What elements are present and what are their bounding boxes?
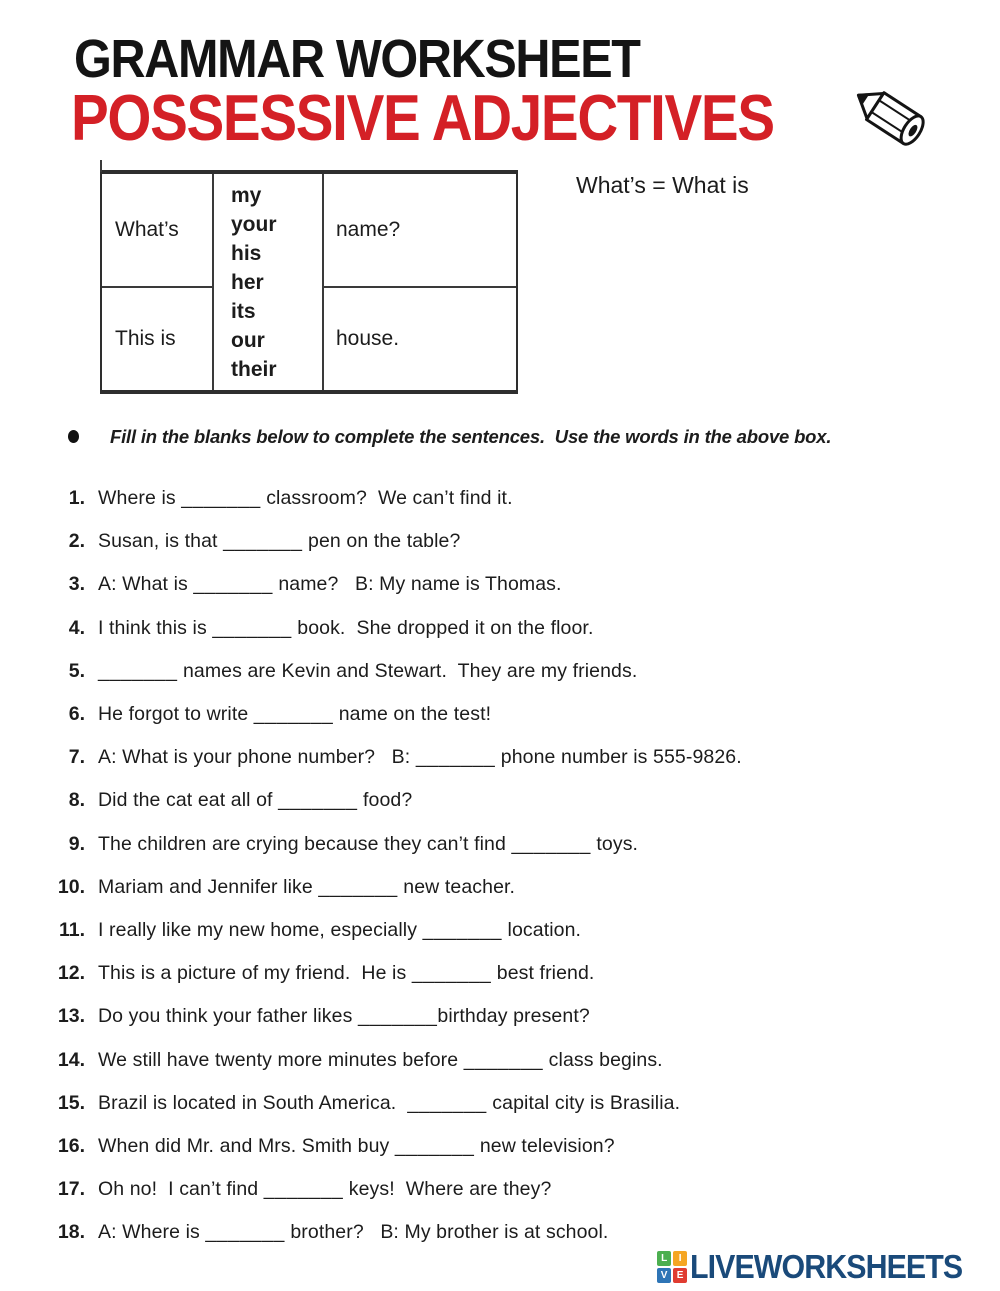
pencil-icon xyxy=(836,72,948,162)
item-sentence xyxy=(98,1178,551,1201)
answer-blank[interactable]: _______ xyxy=(511,832,591,855)
item-text-before: Do you think your father likes xyxy=(98,1005,358,1028)
item-number: 7. xyxy=(68,746,85,769)
item-text-after: classroom? We can’t find it. xyxy=(260,487,513,510)
item-text-before: When did Mr. and Mrs. Smith buy xyxy=(98,1134,395,1157)
exercise-item-11 xyxy=(0,909,1000,952)
item-number: 11. xyxy=(58,918,85,941)
item-text-after: phone number is 555-9826. xyxy=(495,746,742,769)
item-text-after: toys. xyxy=(590,832,639,855)
item-sentence xyxy=(98,703,491,726)
item-number: 4. xyxy=(68,616,85,639)
table-cell-thisis: This is xyxy=(102,288,214,390)
item-sentence xyxy=(98,487,513,510)
item-text-before: I think this is xyxy=(98,616,213,639)
item-number: 16. xyxy=(57,1134,85,1157)
exercise-item-2 xyxy=(0,520,1000,563)
item-sentence xyxy=(98,919,581,942)
exercise-item-14 xyxy=(0,1038,1000,1081)
item-sentence xyxy=(98,530,460,553)
item-text-after: new television? xyxy=(474,1134,615,1157)
possessive-word: her xyxy=(231,271,264,294)
item-number: 3. xyxy=(68,573,85,596)
item-sentence xyxy=(98,1221,608,1244)
liveworksheets-logo[interactable] xyxy=(657,1248,986,1286)
item-text-after: class begins. xyxy=(543,1048,663,1071)
answer-blank[interactable]: _______ xyxy=(318,875,398,898)
item-text-after: name on the test! xyxy=(333,703,492,726)
exercise-item-6 xyxy=(0,693,1000,736)
exercise-item-4 xyxy=(0,607,1000,650)
answer-blank[interactable]: _______ xyxy=(411,962,492,985)
item-text-before: Where is xyxy=(98,487,182,510)
item-text-before: The children are crying because they can’t find xyxy=(98,832,512,855)
item-number: 17. xyxy=(57,1178,85,1201)
logo-square-v: V xyxy=(657,1268,671,1283)
exercise-item-8 xyxy=(0,779,1000,822)
item-text-before: Brazil is located in South America. xyxy=(98,1091,408,1114)
item-text-after: new teacher. xyxy=(397,875,516,898)
worksheet-title: GRAMMAR WORKSHEET xyxy=(74,29,640,89)
answer-blank[interactable]: _______ xyxy=(253,703,334,726)
item-text-before: I really like my new home, especially xyxy=(98,918,423,941)
item-text-after: birthday present? xyxy=(437,1005,590,1028)
possessive-word: our xyxy=(231,329,265,352)
possessive-word: their xyxy=(231,358,277,381)
item-text-before: Mariam and Jennifer like xyxy=(98,875,319,898)
exercise-item-3 xyxy=(0,563,1000,606)
item-number: 2. xyxy=(68,530,85,553)
answer-blank[interactable]: _______ xyxy=(223,530,303,553)
item-sentence xyxy=(98,1092,680,1115)
answer-blank[interactable]: _______ xyxy=(193,573,273,596)
reference-table xyxy=(100,170,518,394)
item-text-before: A: What is xyxy=(98,573,194,596)
answer-blank[interactable]: _______ xyxy=(205,1221,285,1244)
exercise-item-9 xyxy=(0,823,1000,866)
item-sentence xyxy=(98,1005,590,1028)
item-text-after: food? xyxy=(357,789,413,812)
item-number: 18. xyxy=(57,1221,85,1244)
item-number: 15. xyxy=(57,1091,85,1114)
item-text-before: We still have twenty more minutes before xyxy=(98,1048,464,1071)
item-sentence xyxy=(98,962,594,985)
answer-blank[interactable]: _______ xyxy=(278,789,358,812)
exercise-item-13 xyxy=(0,995,1000,1038)
item-sentence xyxy=(98,660,637,683)
worksheet-subtitle: POSSESSIVE ADJECTIVES xyxy=(71,81,774,154)
answer-blank[interactable]: _______ xyxy=(407,1091,487,1114)
exercise-list xyxy=(0,477,1000,1254)
exercise-item-5 xyxy=(0,650,1000,693)
possessive-word: your xyxy=(231,213,277,236)
exercise-item-12 xyxy=(0,952,1000,995)
item-text-after: best friend. xyxy=(491,962,595,985)
answer-blank[interactable]: _______ xyxy=(181,487,261,510)
exercise-item-15 xyxy=(0,1082,1000,1125)
contraction-note: What’s = What is xyxy=(576,172,749,198)
item-sentence xyxy=(98,789,412,812)
logo-square-e: E xyxy=(673,1268,687,1283)
item-sentence xyxy=(98,617,593,640)
possessive-word: its xyxy=(231,300,256,323)
item-text-before: Did the cat eat all of xyxy=(98,789,279,812)
item-number: 14. xyxy=(57,1048,85,1071)
answer-blank[interactable]: _______ xyxy=(422,918,503,941)
item-number: 1. xyxy=(68,487,85,510)
table-cell-house: house. xyxy=(324,288,516,390)
logo-square-l: L xyxy=(657,1251,671,1266)
table-cell-whats: What’s xyxy=(102,174,214,288)
item-text-before: He forgot to write xyxy=(98,703,254,726)
item-sentence xyxy=(98,1049,663,1072)
exercise-item-7 xyxy=(0,736,1000,779)
liveworksheets-logo-icon xyxy=(657,1251,687,1283)
answer-blank[interactable]: _______ xyxy=(357,1005,438,1028)
item-text-after: capital city is Brasilia. xyxy=(486,1091,681,1114)
item-text-before: Oh no! I can’t find xyxy=(98,1178,264,1201)
exercise-item-10 xyxy=(0,866,1000,909)
item-text-before: A: Where is xyxy=(98,1221,206,1244)
item-text-after: name? B: My name is Thomas. xyxy=(272,573,562,596)
item-number: 6. xyxy=(68,703,85,726)
item-text-after: names are Kevin and Stewart. They are my friends. xyxy=(177,659,638,682)
item-sentence xyxy=(98,833,638,856)
instruction-text: Fill in the blanks below to complete the sentences. Use the words in the above box. xyxy=(110,426,832,447)
answer-blank[interactable]: _______ xyxy=(463,1048,544,1071)
answer-blank[interactable]: _______ xyxy=(98,659,178,682)
item-sentence xyxy=(98,1135,615,1158)
item-number: 13. xyxy=(57,1005,85,1028)
item-text-after: book. She dropped it on the floor. xyxy=(291,616,594,639)
item-number: 5. xyxy=(68,659,85,682)
item-text-before: Susan, is that xyxy=(98,530,224,553)
item-sentence xyxy=(98,876,515,899)
item-sentence xyxy=(98,573,562,596)
item-text-before: A: What is your phone number? B: xyxy=(98,746,416,769)
item-number: 10. xyxy=(57,875,85,898)
liveworksheets-logo-text: LIVEWORKSHEETS xyxy=(690,1248,963,1285)
answer-blank[interactable]: _______ xyxy=(212,616,292,639)
item-text-after: pen on the table? xyxy=(302,530,461,553)
item-number: 9. xyxy=(68,832,85,855)
table-cell-name: name? xyxy=(324,174,516,288)
item-text-after: location. xyxy=(502,918,582,941)
item-number: 12. xyxy=(57,962,85,985)
answer-blank[interactable]: _______ xyxy=(263,1178,344,1201)
item-number: 8. xyxy=(68,789,85,812)
exercise-item-16 xyxy=(0,1125,1000,1168)
exercise-item-17 xyxy=(0,1168,1000,1211)
item-text-after: keys! Where are they? xyxy=(343,1178,552,1201)
item-text-after: brother? B: My brother is at school. xyxy=(284,1221,609,1244)
possessive-word: his xyxy=(231,242,262,265)
answer-blank[interactable]: _______ xyxy=(415,746,496,769)
item-sentence xyxy=(98,746,742,769)
bullet-icon xyxy=(68,430,79,443)
answer-blank[interactable]: _______ xyxy=(394,1134,475,1157)
table-cell-possessives xyxy=(214,174,324,390)
exercise-item-1 xyxy=(0,477,1000,520)
possessive-word: my xyxy=(231,184,262,207)
logo-square-i: I xyxy=(673,1251,687,1266)
item-text-before: This is a picture of my friend. He is xyxy=(98,962,412,985)
instruction-row xyxy=(68,426,831,448)
